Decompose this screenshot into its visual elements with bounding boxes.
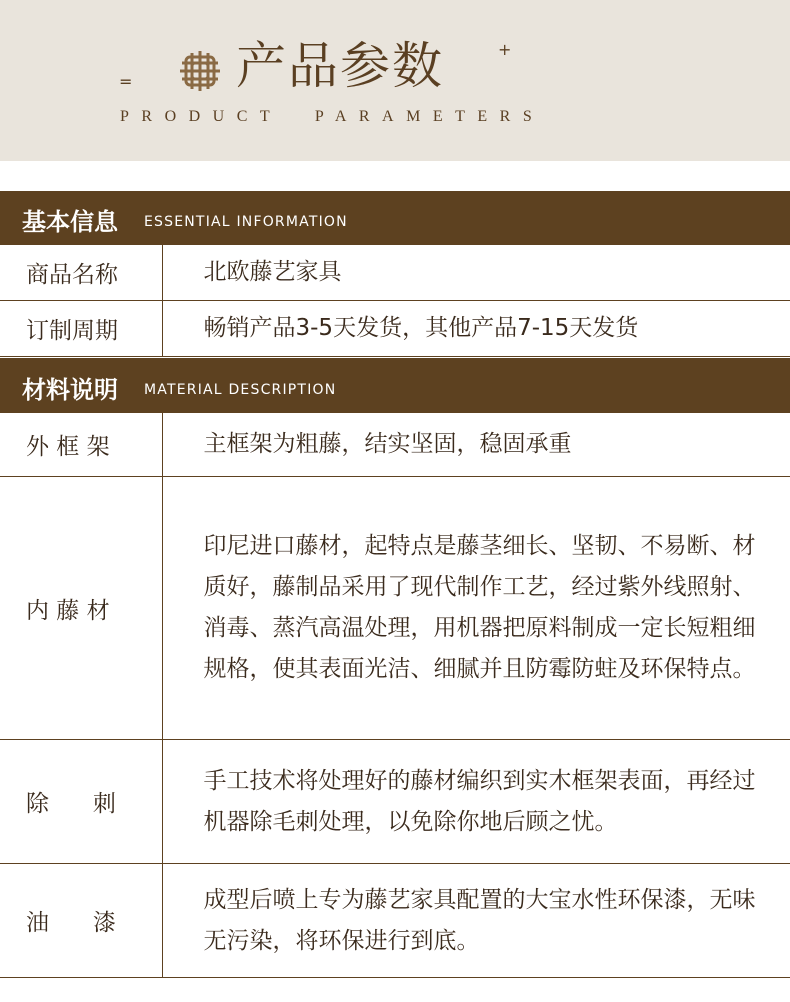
- row-value: 手工技术将处理好的藤材编织到实木框架表面，再经过机器除毛刺处理，以免除你地后顾之忧。: [162, 740, 790, 864]
- table-row: [0, 740, 790, 864]
- header-left-mark: =: [119, 72, 133, 91]
- table-row: [0, 413, 790, 477]
- row-label: 油 漆: [0, 864, 162, 978]
- page-title: 产品参数: [236, 37, 444, 95]
- row-label: 订制周期: [0, 301, 162, 357]
- section-title-en: MATERIAL DESCRIPTION: [144, 382, 337, 398]
- material-description-table: [0, 412, 790, 978]
- header-plus-mark: +: [498, 40, 512, 59]
- row-value: 北欧藤艺家具: [162, 245, 790, 301]
- page-subtitle: PRODUCT PARAMETERS: [120, 108, 545, 125]
- section-title-cn: 材料说明: [22, 376, 118, 404]
- row-value: 成型后喷上专为藤艺家具配置的大宝水性环保漆，无味无污染，将环保进行到底。: [162, 864, 790, 978]
- table-row: [0, 245, 790, 301]
- table-row: [0, 477, 790, 740]
- lattice-knot-icon: [178, 49, 222, 93]
- essential-info-table: [0, 244, 790, 357]
- row-value: 主框架为粗藤，结实坚固，稳固承重: [162, 413, 790, 477]
- row-label: 外 框 架: [0, 413, 162, 477]
- row-value: 畅销产品3-5天发货，其他产品7-15天发货: [162, 301, 790, 357]
- table-row: [0, 301, 790, 357]
- section-header-material: [0, 358, 790, 412]
- row-label: 商品名称: [0, 245, 162, 301]
- row-value: 印尼进口藤材，起特点是藤茎细长、坚韧、不易断、材质好，藤制品采用了现代制作工艺，经过紫外线照射、消毒、蒸汽高温处理，用机器把原料制成一定长短粗细规格，使其表面光洁、细腻并且防霉防蛀及环保特点。: [162, 477, 790, 740]
- row-label: 除 刺: [0, 740, 162, 864]
- section-title-cn: 基本信息: [22, 208, 118, 236]
- row-label: 内 藤 材: [0, 477, 162, 740]
- section-title-en: ESSENTIAL INFORMATION: [144, 214, 348, 230]
- section-header-essential: [0, 191, 790, 244]
- table-row: [0, 864, 790, 978]
